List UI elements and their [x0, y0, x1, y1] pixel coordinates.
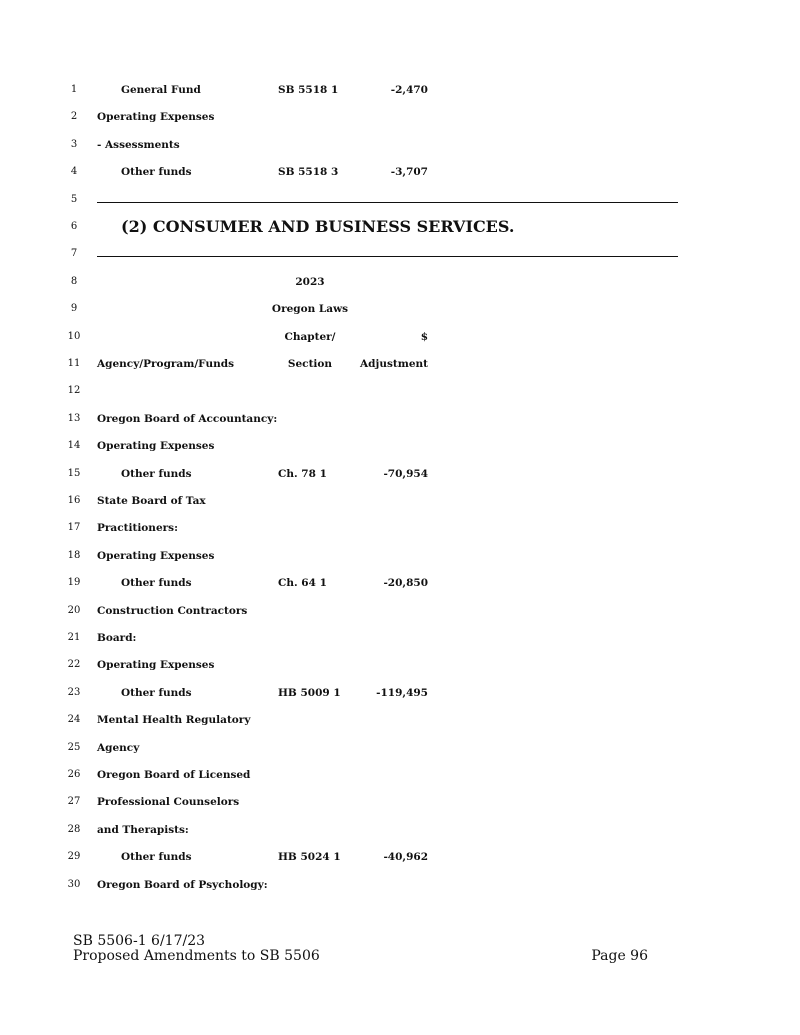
fund-text: Other funds	[121, 577, 192, 590]
line-number: 11	[67, 358, 81, 369]
adjustment-amount: -3,707	[390, 166, 428, 179]
document-line	[0, 601, 800, 621]
line-number: 5	[70, 193, 78, 205]
adjustment-amount: -119,495	[376, 686, 428, 699]
document-line	[0, 847, 800, 867]
agency-text: Board:	[97, 632, 137, 644]
document-line	[0, 875, 800, 895]
document-line	[0, 217, 800, 237]
document-line	[0, 190, 800, 210]
document-line	[0, 381, 800, 401]
line-number: 10	[67, 330, 81, 342]
agency-text: Construction Contractors	[97, 604, 248, 617]
chapter-section: Ch. 64 1	[278, 577, 327, 590]
document-line	[0, 327, 800, 347]
column-header: Chapter/	[284, 330, 336, 343]
line-number: 7	[70, 248, 78, 260]
document-line	[0, 409, 800, 429]
agency-text: Oregon Board of Accountancy:	[97, 412, 278, 425]
line-number: 2	[70, 111, 78, 123]
agency-text: - Assessments	[97, 138, 180, 151]
document-line	[0, 655, 800, 675]
agency-text: Oregon Board of Licensed	[97, 769, 251, 781]
line-number: 6	[70, 221, 78, 232]
fund-text: Other funds	[121, 686, 192, 699]
document-line	[0, 820, 800, 840]
line-number: 28	[67, 823, 81, 835]
agency-text: Operating Expenses	[97, 659, 215, 672]
document-line	[0, 792, 800, 812]
line-number: 21	[67, 632, 81, 643]
adjustment-amount: -40,962	[383, 851, 428, 864]
line-number: 29	[67, 851, 81, 863]
section-heading: (2) CONSUMER AND BUSINESS SERVICES.	[121, 217, 515, 236]
line-number: 13	[67, 412, 81, 424]
document-line	[0, 738, 800, 758]
agency-text: Mental Health Regulatory	[97, 714, 251, 727]
chapter-section: SB 5518 3	[278, 166, 339, 179]
document-line	[0, 244, 800, 264]
adjustment-amount: -20,850	[383, 577, 428, 590]
chapter-section: SB 5518 1	[278, 84, 339, 96]
column-header: 2023	[295, 275, 325, 288]
document-line	[0, 518, 800, 538]
adjustment-amount: -70,954	[383, 467, 428, 480]
line-number: 20	[67, 604, 81, 616]
line-number: 1	[70, 84, 78, 95]
chapter-section: Ch. 78 1	[278, 467, 327, 480]
page-footer	[73, 934, 653, 964]
agency-text: Operating Expenses	[97, 440, 215, 453]
agency-text: and Therapists:	[97, 823, 189, 836]
adjustment-amount: Adjustment	[360, 358, 428, 370]
line-number: 3	[70, 138, 78, 150]
fund-text: Other funds	[121, 467, 192, 480]
document-line	[0, 546, 800, 566]
line-number: 27	[67, 796, 81, 808]
footer-title: Proposed Amendments to SB 5506	[73, 948, 320, 964]
line-number: 16	[67, 495, 81, 506]
document-line	[0, 573, 800, 593]
chapter-section: HB 5024 1	[278, 851, 341, 864]
column-header: Oregon Laws	[271, 303, 349, 316]
line-number: 15	[67, 467, 81, 479]
line-number: 9	[70, 303, 78, 315]
line-number: 12	[67, 385, 81, 397]
agency-text: Operating Expenses	[97, 549, 215, 562]
line-number: 8	[70, 275, 78, 287]
document-line	[0, 162, 800, 182]
line-number: 24	[67, 714, 81, 726]
document-line	[0, 135, 800, 155]
agency-text: Agency	[97, 741, 140, 754]
line-number: 19	[67, 577, 81, 589]
line-number: 22	[67, 659, 81, 671]
document-line	[0, 272, 800, 292]
document-line	[0, 710, 800, 730]
adjustment-amount: -2,470	[390, 84, 428, 96]
line-number: 18	[67, 549, 81, 561]
agency-text: Operating Expenses	[97, 111, 215, 124]
line-number: 17	[67, 522, 81, 534]
horizontal-rule	[97, 202, 678, 203]
line-number: 25	[67, 741, 81, 753]
document-line	[0, 765, 800, 785]
agency-text: State Board of Tax	[97, 495, 206, 507]
document-line	[0, 80, 800, 100]
agency-text: Professional Counselors	[97, 796, 240, 809]
footer-bill-id: SB 5506-1 6/17/23	[73, 933, 206, 949]
fund-text: General Fund	[121, 84, 201, 96]
line-number: 23	[67, 686, 81, 698]
fund-text: Other funds	[121, 851, 192, 864]
agency-text: Agency/Program/Funds	[97, 358, 234, 370]
fund-text: Other funds	[121, 166, 192, 179]
agency-text: Practitioners:	[97, 522, 178, 535]
line-number: 14	[67, 440, 81, 452]
document-line	[0, 464, 800, 484]
line-number: 30	[67, 878, 81, 890]
footer-page-number: Page 96	[591, 948, 648, 964]
chapter-section: HB 5009 1	[278, 686, 341, 699]
document-line	[0, 354, 800, 374]
document-line	[0, 491, 800, 511]
line-number: 26	[67, 769, 81, 780]
adjustment-amount: $	[420, 330, 428, 343]
document-line	[0, 299, 800, 319]
document-line	[0, 107, 800, 127]
horizontal-rule	[97, 256, 678, 257]
document-line	[0, 436, 800, 456]
document-line	[0, 683, 800, 703]
agency-text: Oregon Board of Psychology:	[97, 878, 268, 891]
line-number: 4	[70, 166, 78, 178]
document-line	[0, 628, 800, 648]
column-header: Section	[287, 358, 333, 370]
